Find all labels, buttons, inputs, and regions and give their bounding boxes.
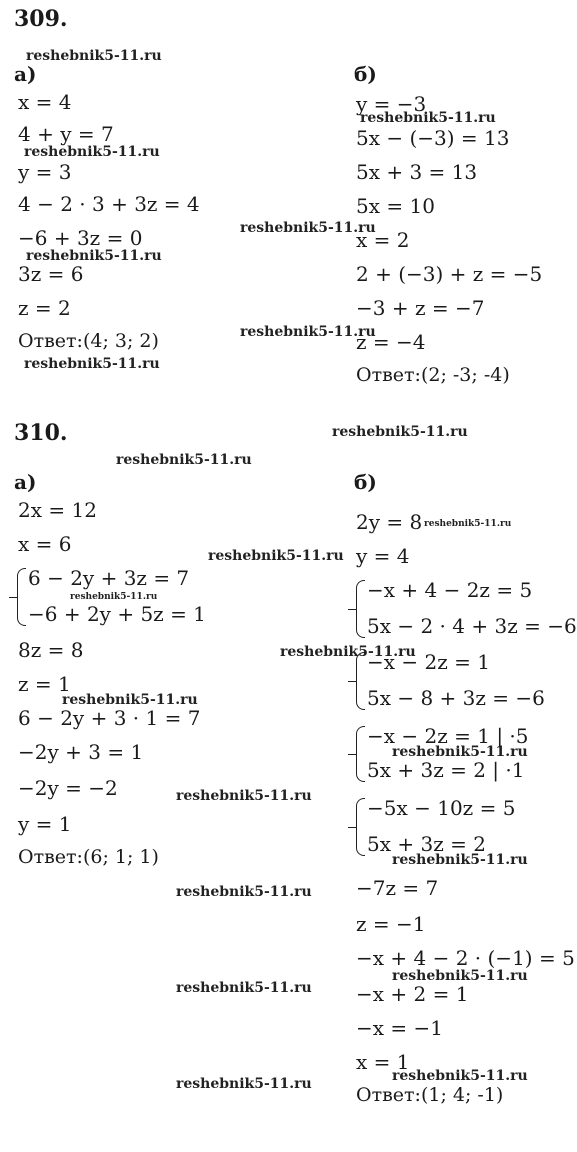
watermark: reshebnik5-11.ru	[26, 248, 162, 264]
system-equation: −5x − 10z = 5	[367, 796, 516, 820]
answer-310b: Ответ:(1; 4; -1)	[356, 1084, 504, 1106]
watermark: reshebnik5-11.ru	[176, 1076, 312, 1092]
system-brace	[17, 568, 26, 626]
equation-line: 2 + (−3) + z = −5	[356, 262, 543, 286]
equation-line: 5x = 10	[356, 194, 435, 218]
watermark: reshebnik5-11.ru	[176, 788, 312, 804]
equation-line: y = 1	[18, 812, 72, 836]
watermark: reshebnik5-11.ru	[280, 644, 416, 660]
watermark: reshebnik5-11.ru	[24, 144, 160, 160]
equation-line: −2y = −2	[18, 776, 118, 800]
watermark: reshebnik5-11.ru	[392, 744, 528, 760]
equation-line: −x + 2 = 1	[356, 982, 469, 1006]
equation-line: 4 + y = 7	[18, 122, 114, 146]
equation-line: 5x + 3 = 13	[356, 160, 478, 184]
watermark: reshebnik5-11.ru	[208, 548, 344, 564]
watermark: reshebnik5-11.ru	[24, 356, 160, 372]
equation-line: 3z = 6	[18, 262, 84, 286]
system-brace	[356, 726, 365, 782]
watermark: reshebnik5-11.ru	[240, 220, 376, 236]
answer-309b: Ответ:(2; -3; -4)	[356, 364, 510, 386]
watermark: reshebnik5-11.ru	[240, 324, 376, 340]
equation-line: −2y + 3 = 1	[18, 740, 144, 764]
equation-line: 2x = 12	[18, 498, 97, 522]
equation-line: x = 2	[356, 228, 410, 252]
equation-line: z = −1	[356, 912, 426, 936]
equation-line: z = −4	[356, 330, 426, 354]
watermark: reshebnik5-11.ru	[332, 424, 468, 440]
system-equation: 5x − 2 · 4 + 3z = −6	[367, 614, 577, 638]
equation-line: −7z = 7	[356, 876, 439, 900]
answer-309a: Ответ:(4; 3; 2)	[18, 330, 159, 352]
watermark: reshebnik5-11.ru	[392, 852, 528, 868]
equation-line: y = 4	[356, 544, 410, 568]
watermark: reshebnik5-11.ru	[26, 48, 162, 64]
equation-line: z = 2	[18, 296, 71, 320]
system-brace	[356, 652, 365, 710]
answer-310a: Ответ:(6; 1; 1)	[18, 846, 159, 868]
system-equation: −x + 4 − 2z = 5	[367, 578, 533, 602]
system-equation: 6 − 2y + 3z = 7	[28, 566, 190, 590]
system-brace	[356, 580, 365, 638]
equation-line: x = 4	[18, 90, 72, 114]
equation-line: y = 3	[18, 160, 72, 184]
watermark: reshebnik5-11.ru	[62, 692, 198, 708]
part-b-label-309: б)	[354, 62, 377, 86]
watermark: reshebnik5-11.ru	[176, 884, 312, 900]
system-equation: −6 + 2y + 5z = 1	[28, 602, 206, 626]
equation-line: z = 1	[18, 672, 71, 696]
watermark: reshebnik5-11.ru	[392, 1068, 528, 1084]
watermark: reshebnik5-11.ru	[360, 110, 496, 126]
equation-line: 6 − 2y + 3 · 1 = 7	[18, 706, 201, 730]
equation-line: y = −3	[356, 92, 427, 116]
system-equation: −x − 2z = 1 | ·5	[367, 724, 529, 748]
equation-line: 2y = 8	[356, 510, 423, 534]
problem-number-309: 309.	[14, 6, 68, 32]
system-equation: 5x + 3z = 2 | ·1	[367, 758, 525, 782]
watermark: reshebnik5-11.ru	[70, 592, 158, 602]
equation-line: −x = −1	[356, 1016, 443, 1040]
equation-line: x = 1	[356, 1050, 410, 1074]
equation-line: 5x − (−3) = 13	[356, 126, 510, 150]
system-equation: −x − 2z = 1	[367, 650, 490, 674]
part-b-label-310: б)	[354, 470, 377, 494]
equation-line: x = 6	[18, 532, 72, 556]
watermark: reshebnik5-11.ru	[392, 968, 528, 984]
system-equation: 5x + 3z = 2	[367, 832, 486, 856]
equation-line: −x + 4 − 2 · (−1) = 5	[356, 946, 575, 970]
equation-line: −3 + z = −7	[356, 296, 485, 320]
watermark: reshebnik5-11.ru	[116, 452, 252, 468]
part-a-label-309: а)	[14, 62, 37, 86]
system-equation: 5x − 8 + 3z = −6	[367, 686, 545, 710]
equation-line: 4 − 2 · 3 + 3z = 4	[18, 192, 200, 216]
problem-number-310: 310.	[14, 420, 68, 446]
part-a-label-310: а)	[14, 470, 37, 494]
equation-line: −6 + 3z = 0	[18, 226, 143, 250]
watermark: reshebnik5-11.ru	[176, 980, 312, 996]
equation-line: 8z = 8	[18, 638, 84, 662]
system-brace	[356, 798, 365, 856]
watermark: reshebnik5-11.ru	[424, 519, 512, 529]
